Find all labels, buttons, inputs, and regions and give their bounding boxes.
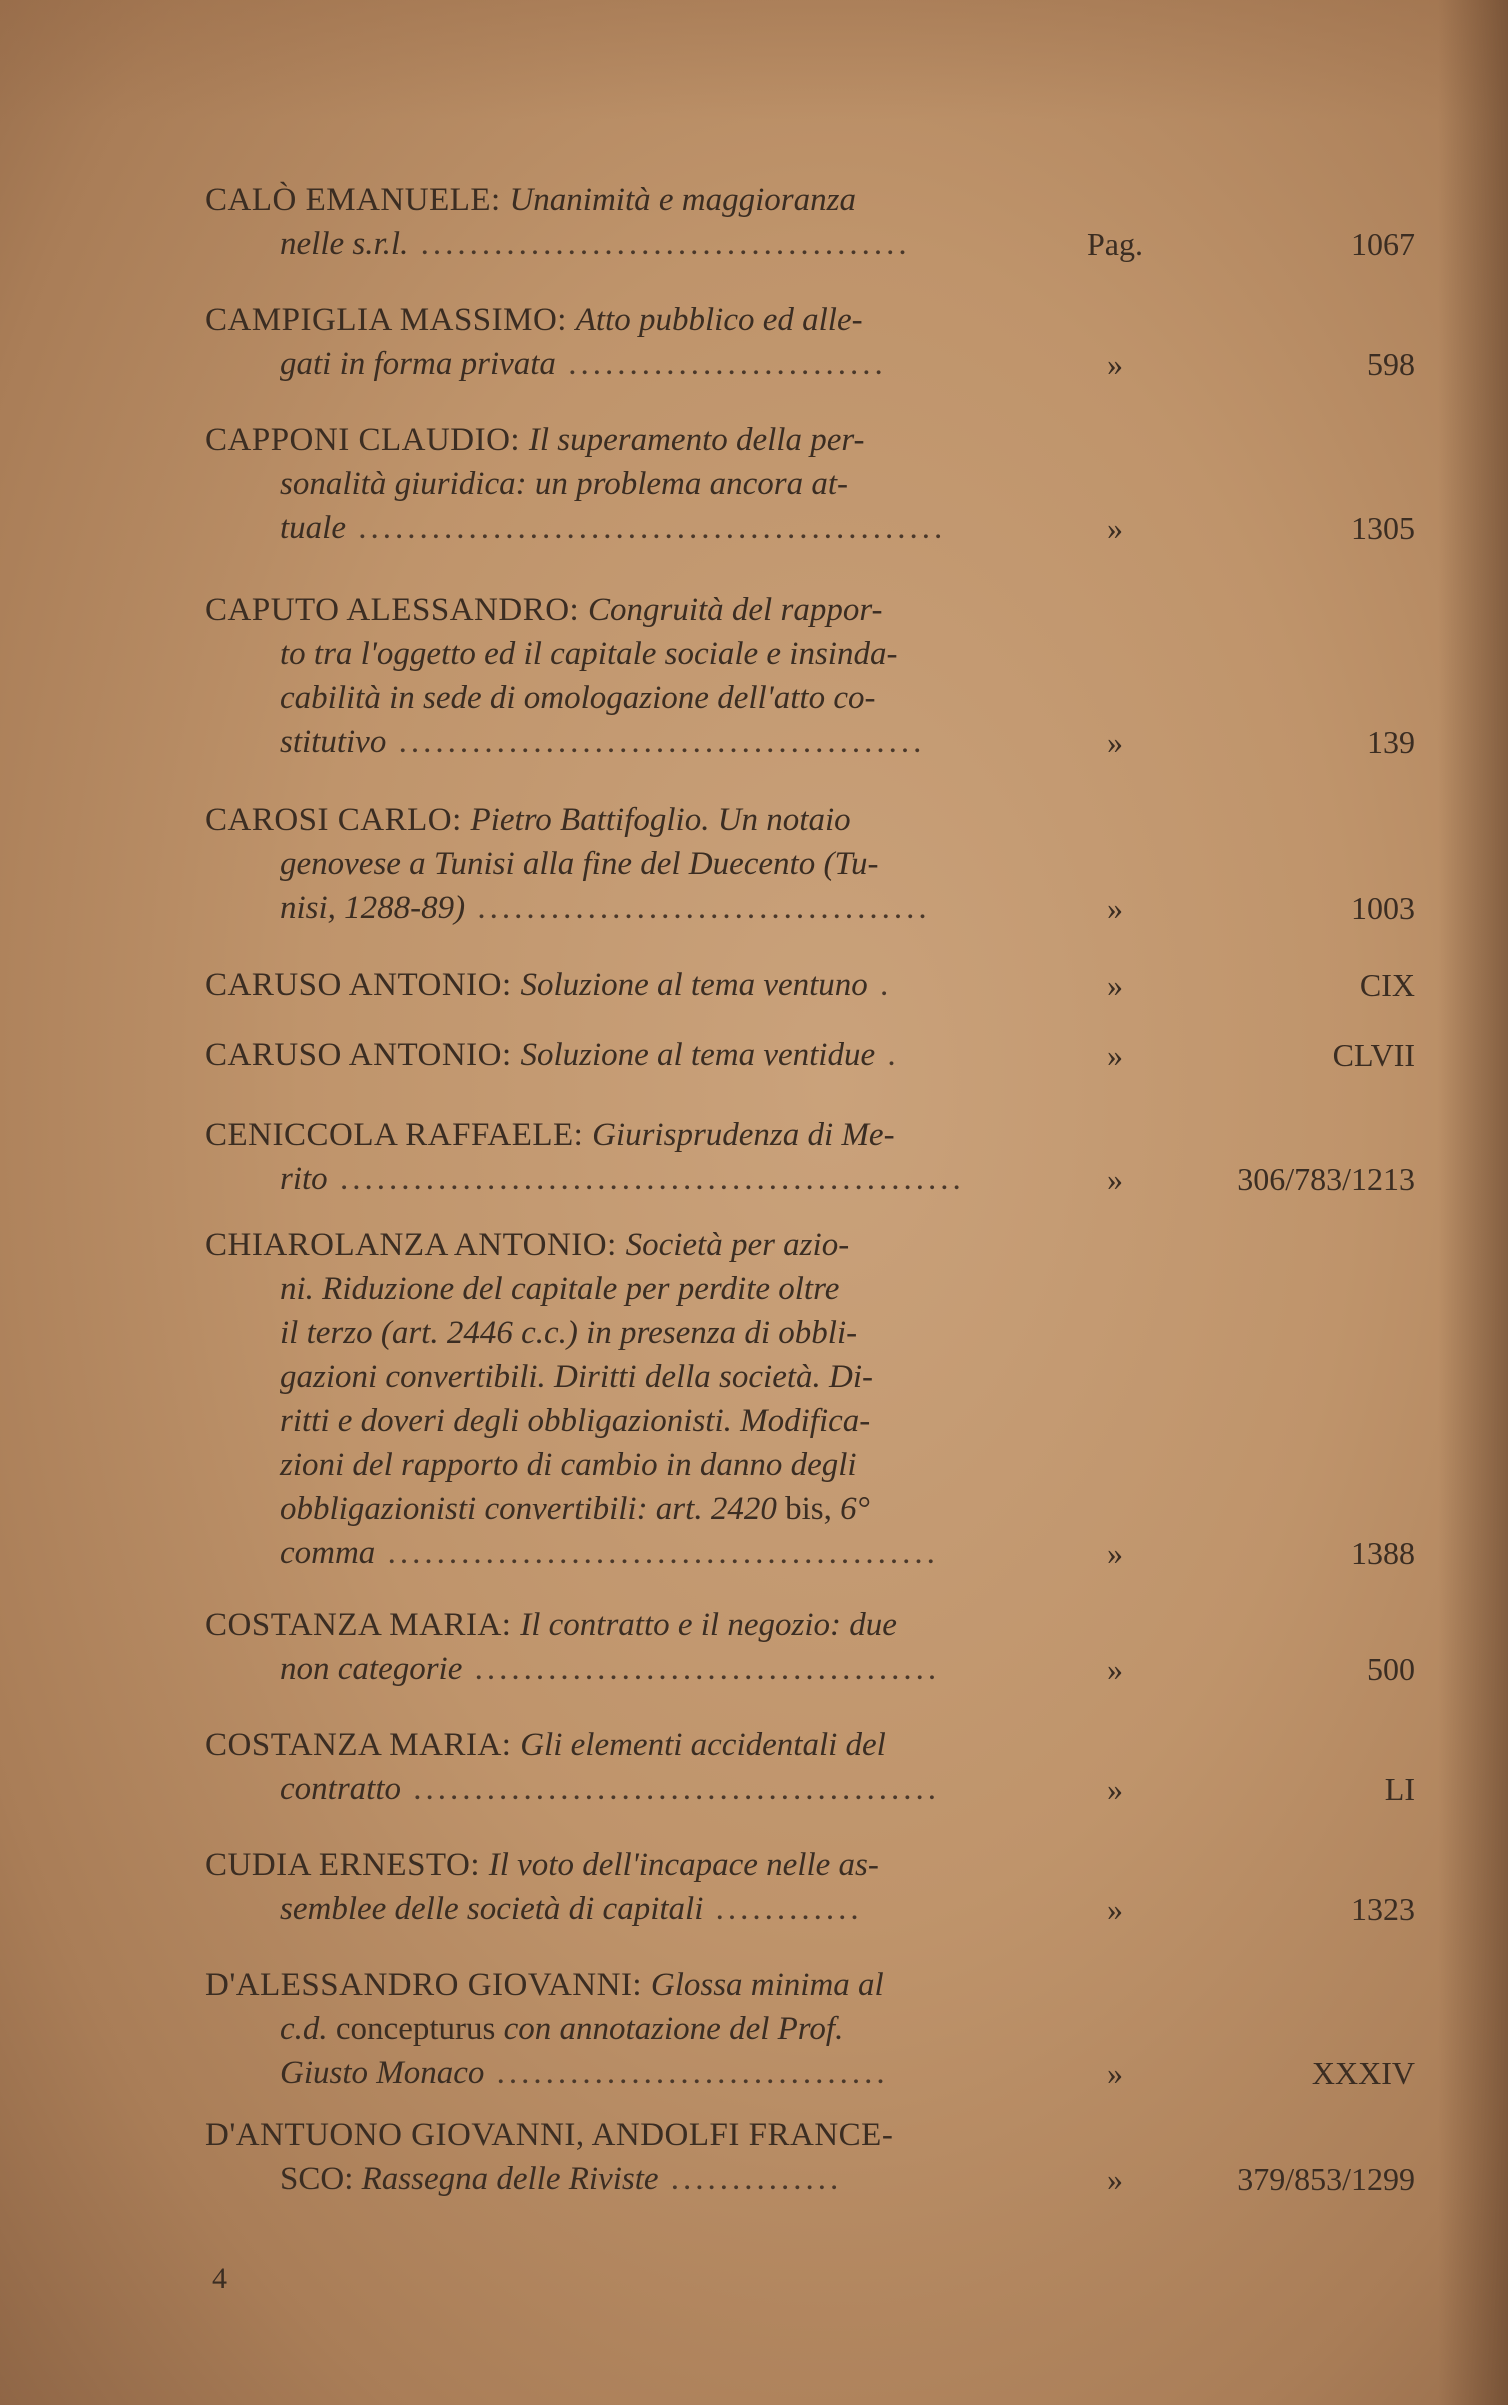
leader-dots: ................................................... <box>327 1161 965 1197</box>
work-title: non categorie <box>280 1651 463 1687</box>
author-name: CARUSO ANTONIO: <box>205 967 521 1003</box>
entry-line <box>280 1159 965 1199</box>
work-title: genovese a Tunisi alla fine del Duecento (Tu- <box>280 846 879 882</box>
page-reference: 1323 <box>1351 1891 1415 1927</box>
page-number: 4 <box>212 2262 227 2295</box>
entry-line <box>205 1845 879 1885</box>
work-title: contratto <box>280 1771 401 1807</box>
entry-line <box>205 800 851 840</box>
entry-line <box>280 464 848 504</box>
leader-dots: ................................ <box>484 2055 889 2091</box>
leader-dots: ..................................... <box>465 890 931 926</box>
work-title: Il voto dell'incapace nelle as- <box>488 1847 879 1883</box>
page-right-shadow <box>1438 0 1508 2405</box>
page-top-shadow <box>0 0 1508 120</box>
page-reference: LI <box>1384 1771 1415 1807</box>
entry-line <box>280 508 946 548</box>
entry-line <box>280 2053 889 2093</box>
entry-line <box>280 2009 843 2049</box>
entry-line <box>205 1225 849 1265</box>
work-title: Il contratto e il negozio: due <box>520 1607 897 1643</box>
work-title: Giusto Monaco <box>280 2055 485 2091</box>
entry-line <box>280 1649 940 1689</box>
author-name: CENICCOLA RAFFAELE: <box>205 1117 593 1153</box>
page-reference: 139 <box>1367 724 1415 760</box>
work-title: ni. Riduzione del capitale per perdite oltre <box>280 1271 840 1307</box>
page-reference: 306/783/1213 <box>1237 1161 1415 1197</box>
entry-line <box>205 180 856 220</box>
page-marker: » <box>1107 1891 1123 1927</box>
leader-dots: . <box>875 1037 900 1073</box>
author-name: CAPUTO ALESSANDRO: <box>205 592 588 628</box>
work-title-continued: con annotazione del Prof. <box>503 2011 844 2047</box>
page-marker: » <box>1107 1161 1123 1197</box>
entry-line <box>205 1965 884 2005</box>
work-title: cabilità in sede di omologazione dell'atto co- <box>280 680 876 716</box>
page-marker: » <box>1107 890 1123 926</box>
page-marker: » <box>1107 1037 1123 1073</box>
title-roman-text: concepturus <box>327 2011 504 2047</box>
author-name: CARUSO ANTONIO: <box>205 1037 521 1073</box>
author-name: CAMPIGLIA MASSIMO: <box>205 302 576 338</box>
work-title: il terzo (art. 2446 c.c.) in presenza di obbli- <box>280 1315 858 1351</box>
page-reference: 1003 <box>1351 890 1415 926</box>
leader-dots: ........................................ <box>408 226 911 262</box>
work-title: semblee delle società di capitali <box>280 1891 704 1927</box>
entry-line <box>280 1489 870 1529</box>
work-title: Glossa minima al <box>650 1967 884 2003</box>
work-title: Congruità del rappor- <box>587 592 883 628</box>
work-title: Giurisprudenza di Me- <box>592 1117 895 1153</box>
leader-dots: ...................................... <box>462 1651 941 1687</box>
page-reference: CIX <box>1359 967 1415 1003</box>
work-title: nisi, 1288-89) <box>280 890 466 926</box>
page-reference: 1305 <box>1351 510 1415 546</box>
author-name: CAPPONI CLAUDIO: <box>205 422 529 458</box>
entry-line <box>280 1769 940 1809</box>
title-roman-text: bis, <box>776 1491 841 1527</box>
entry-line <box>280 888 931 928</box>
work-title: Unanimità e maggioranza <box>509 182 856 218</box>
page-reference: 379/853/1299 <box>1237 2161 1415 2197</box>
entry-line <box>205 590 883 630</box>
leader-dots: .............. <box>658 2161 843 2197</box>
author-name: CHIAROLANZA ANTONIO: <box>205 1227 626 1263</box>
entry-line <box>280 1401 870 1441</box>
author-name: CALÒ EMANUELE: <box>205 182 510 218</box>
author-name: CAROSI CARLO: <box>205 802 471 838</box>
page-reference: 500 <box>1367 1651 1415 1687</box>
leader-dots: ............................................. <box>375 1535 939 1571</box>
page-marker: Pag. <box>1087 226 1143 262</box>
work-title: Pietro Battifoglio. Un notaio <box>470 802 851 838</box>
page-reference: 1388 <box>1351 1535 1415 1571</box>
entry-line <box>280 844 878 884</box>
entry-line <box>280 634 897 674</box>
entry-line <box>280 1889 863 1929</box>
leader-dots: . <box>867 967 893 1003</box>
work-title: to tra l'oggetto ed il capitale sociale e insinda- <box>280 636 898 672</box>
leader-dots: ........................................... <box>401 1771 940 1807</box>
author-name: D'ANTUONO GIOVANNI, ANDOLFI FRANCE- <box>205 2117 894 2153</box>
entry-line <box>280 1357 873 1397</box>
author-continuation: SCO: <box>280 2161 362 2197</box>
page-reference: 1067 <box>1351 226 1415 262</box>
leader-dots: ............ <box>703 1891 863 1927</box>
entry-line <box>280 344 887 384</box>
entry-line <box>205 420 865 460</box>
work-title: stitutivo <box>280 724 387 760</box>
entry-line <box>205 1725 886 1765</box>
entry-line <box>205 2115 893 2155</box>
entry-line <box>280 678 875 718</box>
page-marker: » <box>1107 2161 1123 2197</box>
entry-line <box>280 1533 939 1573</box>
author-name: D'ALESSANDRO GIOVANNI: <box>205 1967 651 2003</box>
page-marker: » <box>1107 2055 1123 2091</box>
entry-line <box>280 2159 842 2199</box>
page-marker: » <box>1107 724 1123 760</box>
work-title: Il superamento della per- <box>528 422 865 458</box>
work-title: Società per azio- <box>625 1227 850 1263</box>
work-title: Rassegna delle Riviste <box>361 2161 659 2197</box>
leader-dots: ................................................ <box>345 510 947 546</box>
work-title: c.d. <box>280 2011 328 2047</box>
author-name: COSTANZA MARIA: <box>205 1727 521 1763</box>
page-reference: 598 <box>1367 346 1415 382</box>
entry-line <box>205 300 863 340</box>
page-marker: » <box>1107 1771 1123 1807</box>
leader-dots: .......................... <box>555 346 887 382</box>
entry-line <box>280 1445 857 1485</box>
work-title: nelle s.r.l. <box>280 226 409 262</box>
entry-line <box>205 1035 900 1075</box>
work-title: Atto pubblico ed alle- <box>575 302 863 338</box>
entry-line <box>280 722 925 762</box>
author-name: COSTANZA MARIA: <box>205 1607 521 1643</box>
entry-line <box>205 1605 897 1645</box>
page-marker: » <box>1107 510 1123 546</box>
page-marker: » <box>1107 1535 1123 1571</box>
work-title: rito <box>280 1161 328 1197</box>
entry-line <box>280 224 911 264</box>
work-title: comma <box>280 1535 376 1571</box>
work-title: Soluzione al tema ventuno <box>520 967 868 1003</box>
page-reference: XXXIV <box>1311 2055 1415 2091</box>
work-title: zioni del rapporto di cambio in danno degli <box>280 1447 857 1483</box>
page-marker: » <box>1107 967 1123 1003</box>
work-title: gazioni convertibili. Diritti della società. Di- <box>280 1359 874 1395</box>
work-title: sonalità giuridica: un problema ancora at- <box>280 466 848 502</box>
work-title: tuale <box>280 510 346 546</box>
work-title: ritti e doveri degli obbligazionisti. Modifica- <box>280 1403 871 1439</box>
work-title: Soluzione al tema ventidue <box>520 1037 876 1073</box>
entry-line <box>205 965 892 1005</box>
entry-line <box>205 1115 895 1155</box>
page-marker: » <box>1107 1651 1123 1687</box>
work-title-continued: 6° <box>840 1491 870 1527</box>
work-title: obbligazionisti convertibili: art. 2420 <box>280 1491 777 1527</box>
entry-line <box>280 1269 839 1309</box>
work-title: gati in forma privata <box>280 346 556 382</box>
author-name: CUDIA ERNESTO: <box>205 1847 489 1883</box>
entry-line <box>280 1313 857 1353</box>
page-reference: CLVII <box>1332 1037 1415 1073</box>
work-title: Gli elementi accidentali del <box>520 1727 886 1763</box>
leader-dots: ........................................... <box>386 724 926 760</box>
page-marker: » <box>1107 346 1123 382</box>
